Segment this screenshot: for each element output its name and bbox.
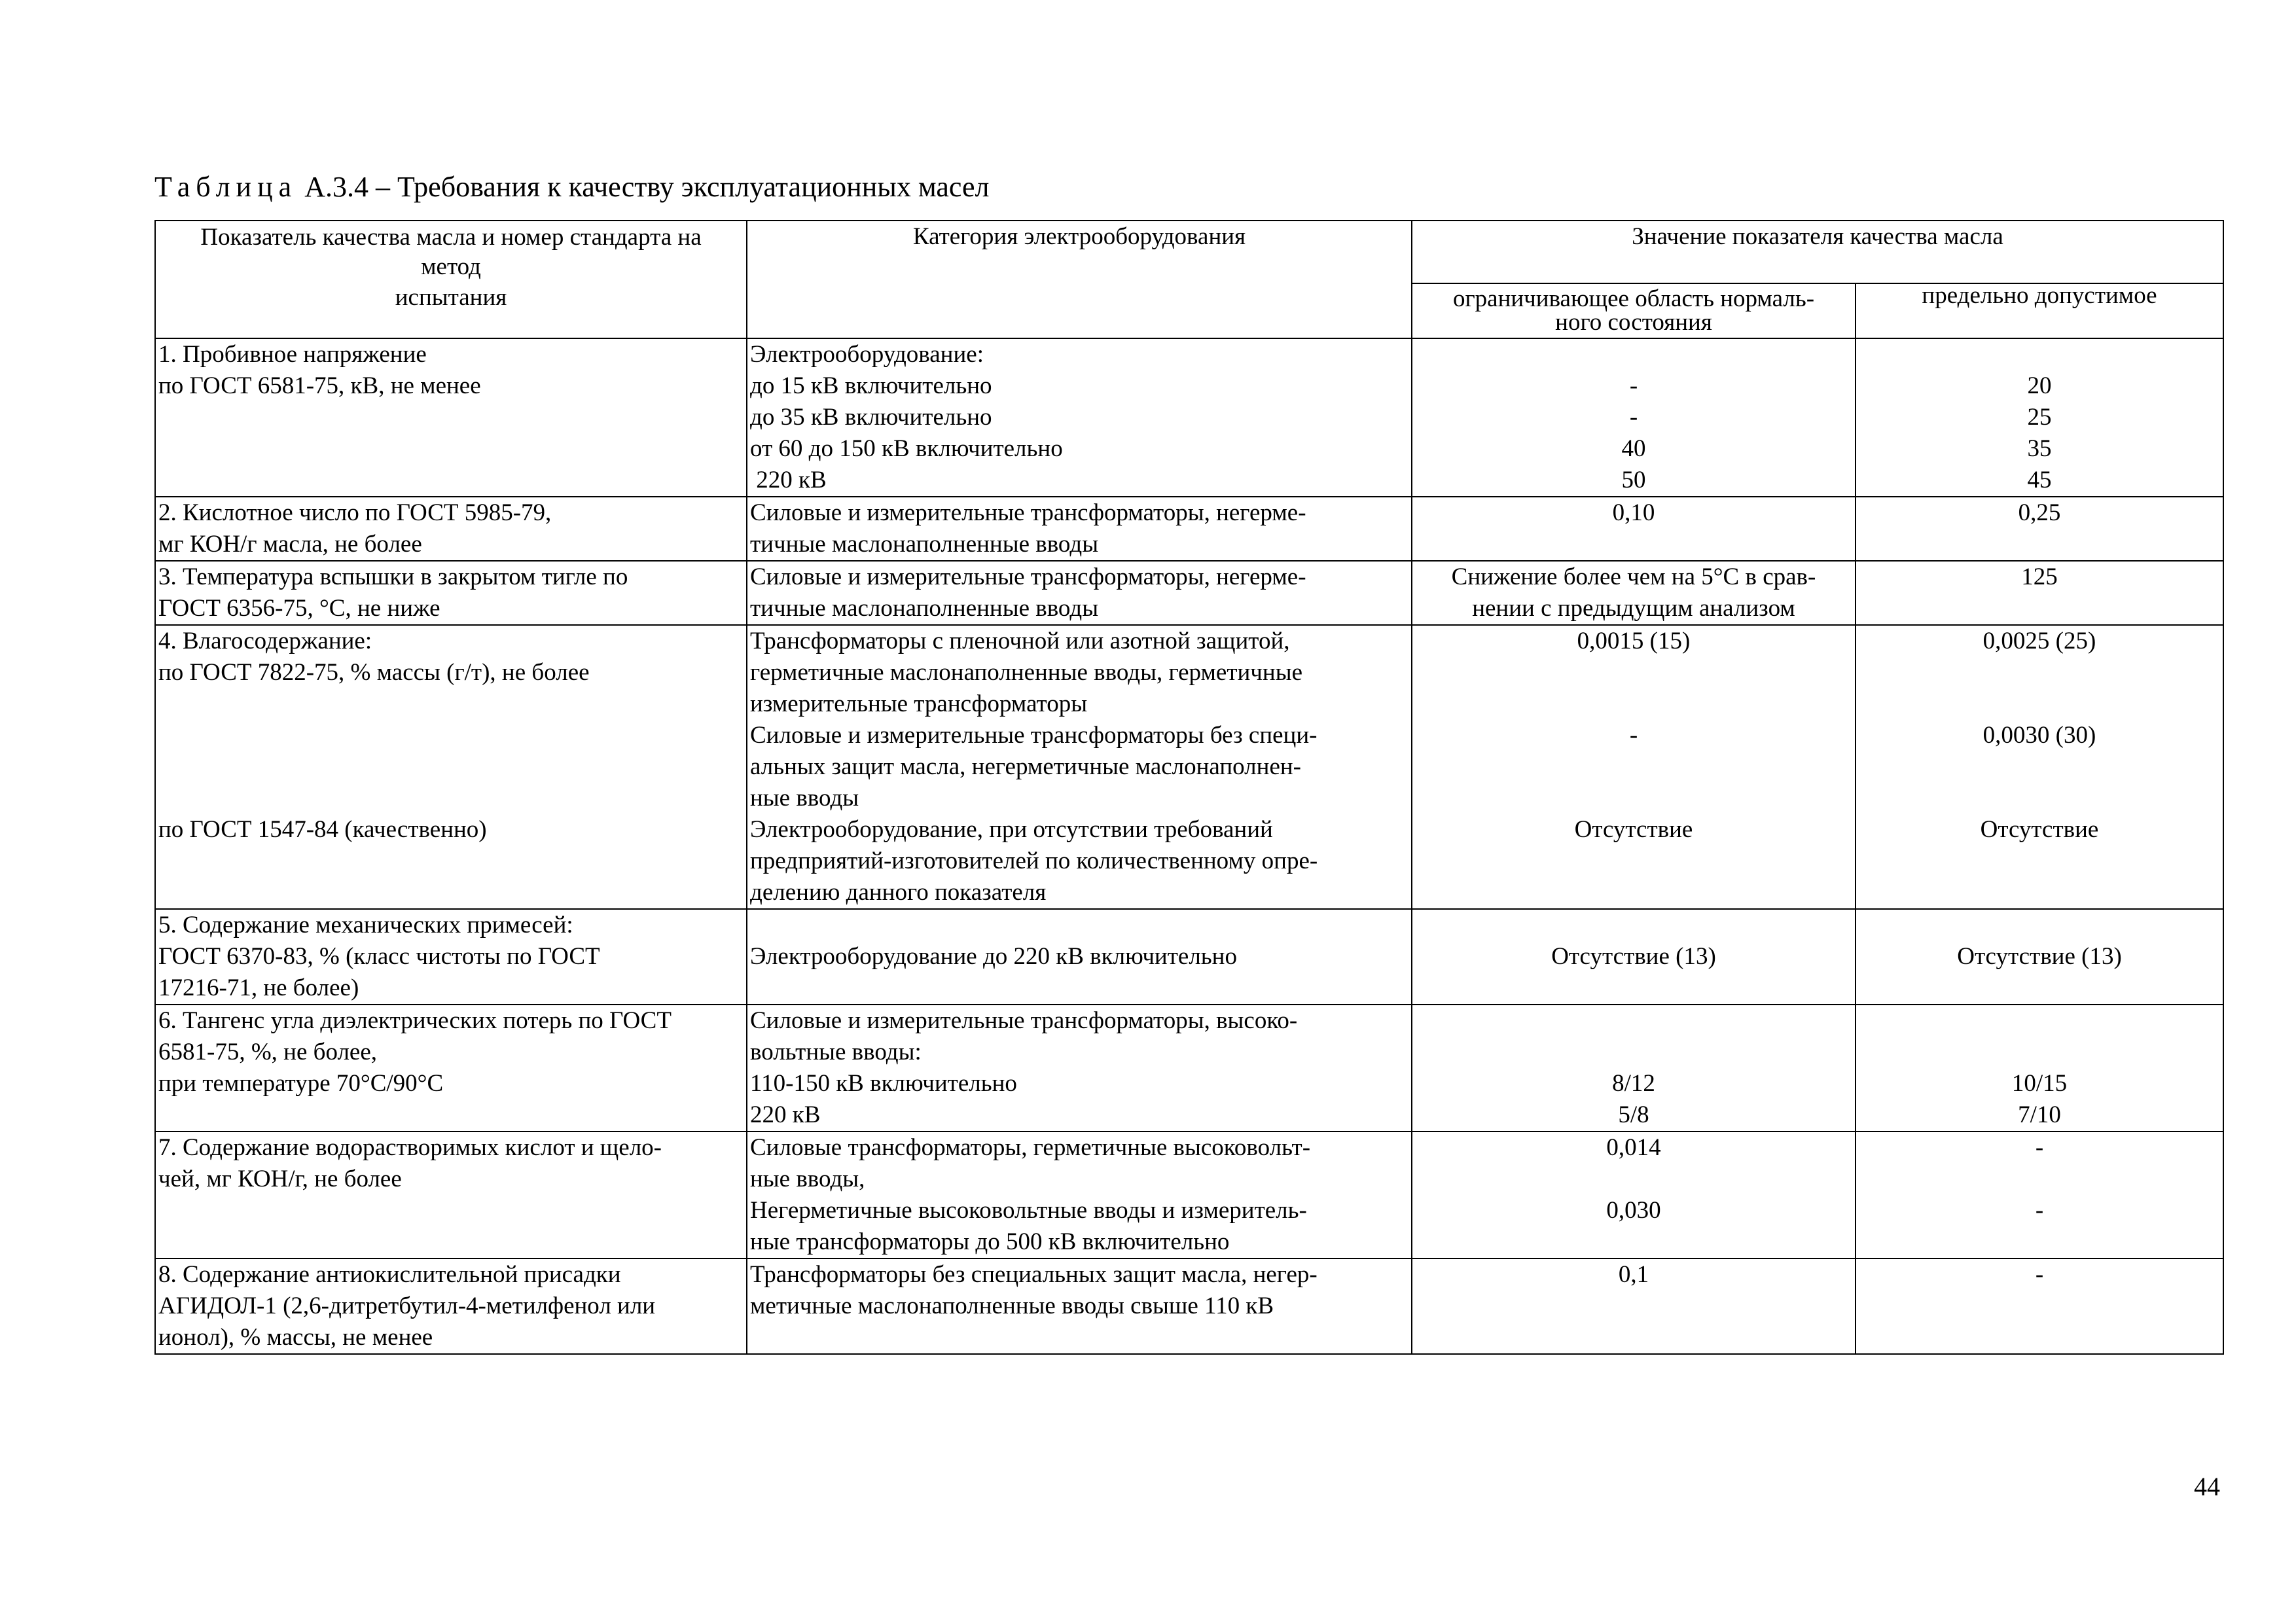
limit-value-cell-line [1859, 657, 2220, 688]
parameter-cell-line [158, 433, 744, 465]
category-cell-line: метичные маслонаполненные вводы свыше 110 кВ [750, 1293, 1274, 1319]
limit-value-cell-line [1859, 593, 2220, 624]
limit-value-cell-line [1859, 1226, 2220, 1258]
table-row [155, 497, 2223, 561]
header-parameter-line: Показатель качества масла и номер стандарта на [200, 224, 702, 251]
parameter-cell [155, 1132, 747, 1258]
table-caption [154, 171, 989, 203]
category-cell-line: герметичные маслонаполненные вводы, герметичные [750, 659, 1302, 686]
limit-value-cell-line [1859, 529, 2220, 560]
normal-value-cell [1412, 1132, 1856, 1258]
oil-quality-table [154, 220, 2224, 1355]
parameter-cell-line [158, 402, 744, 433]
category-cell-line: Электрооборудование, при отсутствии требований [750, 816, 1273, 843]
normal-value-cell-line [1415, 846, 1852, 877]
category-cell-line: ные трансформаторы до 500 кВ включительно [750, 1228, 1230, 1255]
normal-value-cell [1412, 909, 1856, 1005]
limit-value-cell-line: - [2035, 1197, 2044, 1224]
category-cell-line [750, 1322, 1408, 1353]
table-row [155, 338, 2223, 497]
limit-value-cell-line [1859, 688, 2220, 720]
parameter-cell [155, 561, 747, 625]
category-cell-line: Трансформаторы с пленочной или азотной защитой, [750, 628, 1290, 654]
limit-value-cell-line [1859, 910, 2220, 941]
parameter-cell-line: ионол), % массы, не менее [158, 1324, 433, 1351]
normal-value-cell-line [1415, 1226, 1852, 1258]
parameter-cell-line [158, 877, 744, 908]
category-cell [747, 561, 1412, 625]
table-row [155, 909, 2223, 1005]
header-normal-line: ного состояния [1555, 309, 1712, 336]
limit-value-cell [1856, 338, 2223, 497]
category-cell [747, 1258, 1412, 1354]
category-cell-line: предприятий-изготовителей по количественному опре- [750, 847, 1318, 874]
header-category: Категория электрооборудования [747, 221, 1412, 338]
limit-value-cell-line: 25 [2027, 404, 2052, 431]
normal-value-cell-line [1415, 1164, 1852, 1195]
limit-value-cell-line [1859, 1005, 2220, 1037]
limit-value-cell-line [1859, 1037, 2220, 1068]
normal-value-cell-line: 50 [1621, 467, 1646, 493]
limit-value-cell-line [1859, 783, 2220, 814]
normal-value-cell [1412, 561, 1856, 625]
limit-value-cell-line: 0,0030 (30) [1982, 722, 2096, 749]
normal-value-cell-line [1415, 339, 1852, 370]
category-cell-line: тичные маслонаполненные вводы [750, 531, 1099, 558]
header-normal-line: ограничивающее область нормаль- [1452, 285, 1815, 312]
parameter-cell-line: 4. Влагосодержание: [158, 628, 372, 654]
header-value: Значение показателя качества масла [1412, 221, 2223, 283]
limit-value-cell [1856, 1005, 2223, 1132]
category-cell-line: от 60 до 150 кВ включительно [750, 435, 1063, 462]
category-cell-line: Силовые трансформаторы, герметичные высоковольт- [750, 1134, 1311, 1161]
category-cell-line: измерительные трансформаторы [750, 690, 1088, 717]
normal-value-cell-line: 5/8 [1618, 1101, 1649, 1128]
limit-value-cell-line: 35 [2027, 435, 2052, 462]
table-row [155, 1005, 2223, 1132]
limit-value-cell-line [1859, 1291, 2220, 1322]
parameter-cell-line: 6. Тангенс угла диэлектрических потерь по ГОСТ [158, 1007, 672, 1034]
category-cell-line: ные вводы [750, 785, 859, 812]
category-cell-line: Трансформаторы без специальных защит масла, негер- [750, 1261, 1318, 1288]
category-cell [747, 338, 1412, 497]
normal-value-cell [1412, 1258, 1856, 1354]
normal-value-cell-line: - [1629, 372, 1638, 399]
normal-value-cell-line: Отсутствие (13) [1551, 943, 1716, 970]
header-parameter [155, 221, 747, 338]
normal-value-cell-line: нении с предыдущим анализом [1472, 595, 1795, 622]
limit-value-cell-line [1859, 972, 2220, 1004]
category-cell [747, 1132, 1412, 1258]
limit-value-cell [1856, 561, 2223, 625]
normal-value-cell-line [1415, 688, 1852, 720]
normal-value-cell-line: 0,0015 (15) [1577, 628, 1691, 654]
parameter-cell-line [158, 751, 744, 783]
header-limit: предельно допустимое [1856, 283, 2223, 338]
category-cell-line [750, 910, 1408, 941]
category-cell-line: Силовые и измерительные трансформаторы, высоко- [750, 1007, 1298, 1034]
parameter-cell-line [158, 846, 744, 877]
normal-value-cell-line: 0,014 [1606, 1134, 1661, 1161]
category-cell-line: Электрооборудование: [750, 341, 984, 368]
parameter-cell-line: АГИДОЛ-1 (2,6-дитретбутил-4-метилфенол или [158, 1293, 656, 1319]
limit-value-cell-line: 20 [2027, 372, 2052, 399]
caption-prefix: Таблица [154, 171, 298, 203]
category-cell-line: до 15 кВ включительно [750, 372, 992, 399]
table-row [155, 625, 2223, 909]
parameter-cell [155, 909, 747, 1005]
parameter-cell-line [158, 688, 744, 720]
parameter-cell-line: по ГОСТ 6581-75, кВ, не менее [158, 372, 481, 399]
parameter-cell-line: ГОСТ 6356-75, °С, не ниже [158, 595, 440, 622]
normal-value-cell [1412, 625, 1856, 909]
normal-value-cell-line [1415, 1037, 1852, 1068]
category-cell-line [750, 972, 1408, 1004]
parameter-cell [155, 625, 747, 909]
parameter-cell-line: 3. Температура вспышки в закрытом тигле по [158, 563, 628, 590]
category-cell-line: 110-150 кВ включительно [750, 1070, 1017, 1097]
normal-value-cell-line [1415, 783, 1852, 814]
normal-value-cell-line [1415, 972, 1852, 1004]
category-cell [747, 909, 1412, 1005]
category-cell-line: вольтные вводы: [750, 1039, 922, 1065]
normal-value-cell-line: 0,10 [1612, 499, 1655, 526]
limit-value-cell-line: - [2035, 1261, 2044, 1288]
limit-value-cell [1856, 497, 2223, 561]
category-cell [747, 625, 1412, 909]
parameter-cell-line: мг КОН/г масла, не более [158, 531, 422, 558]
parameter-cell-line: 6581-75, %, не более, [158, 1039, 378, 1065]
normal-value-cell-line: Отсутствие [1574, 816, 1693, 843]
limit-value-cell-line [1859, 751, 2220, 783]
table-row [155, 1258, 2223, 1354]
limit-value-cell-line [1859, 1322, 2220, 1353]
parameter-cell [155, 338, 747, 497]
parameter-cell-line: 7. Содержание водорастворимых кислот и щело- [158, 1134, 662, 1161]
category-cell-line: Силовые и измерительные трансформаторы, негерме- [750, 499, 1306, 526]
normal-value-cell-line [1415, 910, 1852, 941]
category-cell-line: ные вводы, [750, 1166, 865, 1192]
normal-value-cell-line [1415, 1005, 1852, 1037]
table-header [155, 221, 2223, 338]
page-number: 44 [2194, 1472, 2220, 1501]
header-normal [1412, 283, 1856, 338]
limit-value-cell-line: 7/10 [2018, 1101, 2061, 1128]
parameter-cell-line [158, 465, 744, 496]
parameter-cell-line [158, 783, 744, 814]
category-cell-line: Негерметичные высоковольтные вводы и измеритель- [750, 1197, 1307, 1224]
normal-value-cell-line: 0,030 [1606, 1197, 1661, 1224]
parameter-cell-line: 1. Пробивное напряжение [158, 341, 427, 368]
category-cell [747, 497, 1412, 561]
limit-value-cell-line [1859, 1164, 2220, 1195]
parameter-cell-line: чей, мг КОН/г, не более [158, 1166, 402, 1192]
limit-value-cell-line: Отсутствие [1980, 816, 2099, 843]
category-cell-line: Силовые и измерительные трансформаторы без специ- [750, 722, 1318, 749]
normal-value-cell-line: 40 [1621, 435, 1646, 462]
category-cell-line: до 35 кВ включительно [750, 404, 992, 431]
parameter-cell-line [158, 720, 744, 751]
normal-value-cell [1412, 497, 1856, 561]
parameter-cell-line: по ГОСТ 1547-84 (качественно) [158, 816, 487, 843]
parameter-cell-line: 5. Содержание механических примесей: [158, 912, 573, 938]
limit-value-cell-line: 0,0025 (25) [1982, 628, 2096, 654]
limit-value-cell-line: - [2035, 1134, 2044, 1161]
limit-value-cell [1856, 1132, 2223, 1258]
parameter-cell [155, 497, 747, 561]
limit-value-cell-line: Отсутствие (13) [1957, 943, 2122, 970]
normal-value-cell-line [1415, 529, 1852, 560]
category-cell-line: Электрооборудование до 220 кВ включительно [750, 943, 1237, 970]
category-cell-line: тичные маслонаполненные вводы [750, 595, 1099, 622]
normal-value-cell-line [1415, 751, 1852, 783]
limit-value-cell-line: 45 [2027, 467, 2052, 493]
table-row [155, 561, 2223, 625]
normal-value-cell-line: 0,1 [1618, 1261, 1649, 1288]
parameter-cell-line: 8. Содержание антиокислительной присадки [158, 1261, 621, 1288]
normal-value-cell-line [1415, 657, 1852, 688]
normal-value-cell-line [1415, 1322, 1852, 1353]
limit-value-cell-line [1859, 846, 2220, 877]
parameter-cell-line [158, 1099, 744, 1131]
limit-value-cell [1856, 1258, 2223, 1354]
normal-value-cell [1412, 338, 1856, 497]
normal-value-cell-line [1415, 1291, 1852, 1322]
parameter-cell-line [158, 1195, 744, 1226]
table-row [155, 1132, 2223, 1258]
category-cell-line: альных защит масла, негерметичные маслонаполнен- [750, 753, 1301, 780]
parameter-cell-line: 17216-71, не более) [158, 974, 359, 1001]
header-parameter-line: испытания [395, 284, 507, 311]
category-cell [747, 1005, 1412, 1132]
parameter-cell-line [158, 1226, 744, 1258]
limit-value-cell-line [1859, 877, 2220, 908]
parameter-cell-line: при температуре 70°С/90°С [158, 1070, 444, 1097]
limit-value-cell [1856, 909, 2223, 1005]
normal-value-cell-line: - [1629, 404, 1638, 431]
normal-value-cell-line: 8/12 [1612, 1070, 1655, 1097]
limit-value-cell-line: 0,25 [2018, 499, 2061, 526]
parameter-cell-line: 2. Кислотное число по ГОСТ 5985-79, [158, 499, 552, 526]
normal-value-cell-line [1415, 877, 1852, 908]
normal-value-cell-line: Снижение более чем на 5°С в срав- [1451, 563, 1816, 590]
limit-value-cell-line: 125 [2021, 563, 2058, 590]
parameter-cell-line: по ГОСТ 7822-75, % массы (г/т), не более [158, 659, 590, 686]
parameter-cell [155, 1005, 747, 1132]
category-cell-line: делению данного показателя [750, 879, 1047, 906]
limit-value-cell [1856, 625, 2223, 909]
normal-value-cell-line: - [1629, 722, 1638, 749]
category-cell-line: 220 кВ [750, 1101, 821, 1128]
category-cell-line: 220 кВ [750, 467, 827, 493]
caption-title: А.3.4 – Требования к качеству эксплуатационных масел [297, 171, 990, 203]
parameter-cell-line: ГОСТ 6370-83, % (класс чистоты по ГОСТ [158, 943, 600, 970]
normal-value-cell [1412, 1005, 1856, 1132]
category-cell-line: Силовые и измерительные трансформаторы, негерме- [750, 563, 1306, 590]
limit-value-cell-line: 10/15 [2011, 1070, 2068, 1097]
header-parameter-line: метод [421, 253, 481, 280]
table-body [155, 338, 2223, 1354]
limit-value-cell-line [1859, 339, 2220, 370]
parameter-cell [155, 1258, 747, 1354]
